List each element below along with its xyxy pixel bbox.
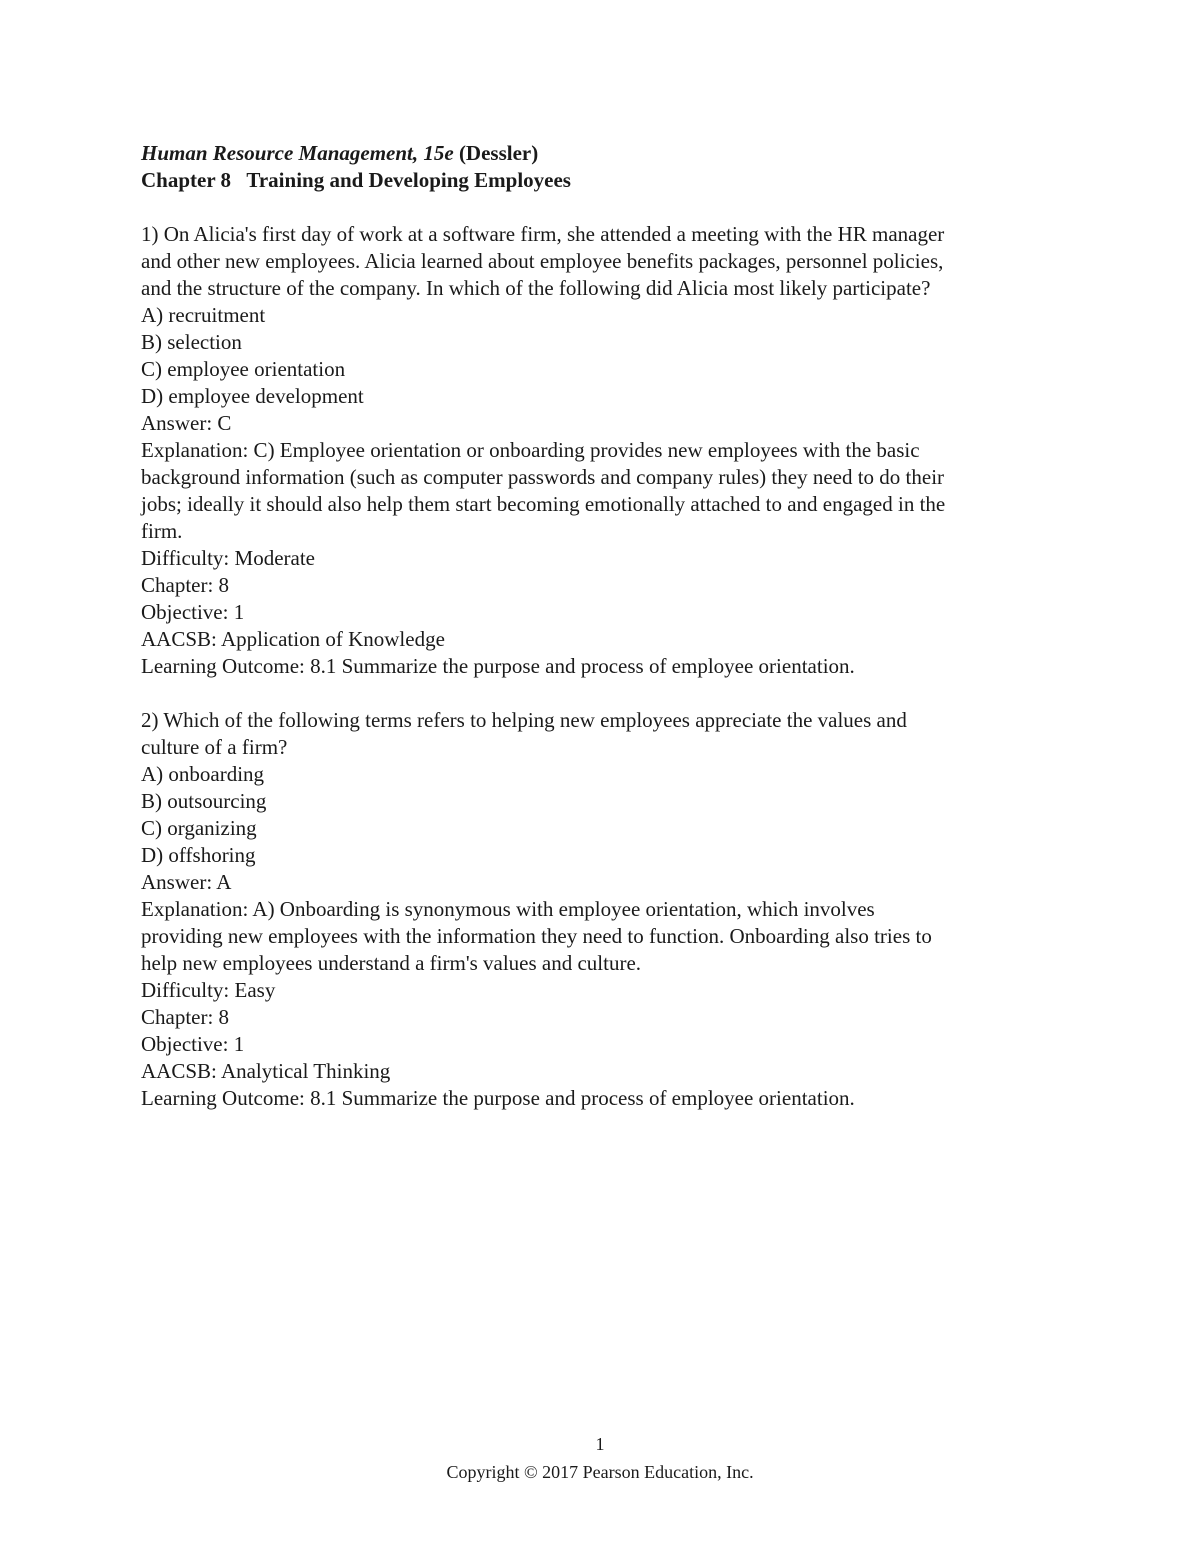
answer-option: B) selection: [141, 330, 242, 354]
chapter-ref: Chapter: 8: [141, 573, 230, 597]
book-title: Human Resource Management, 15e: [141, 141, 454, 165]
objective: Objective: 1: [141, 1032, 245, 1056]
answer-option: B) outsourcing: [141, 789, 267, 813]
aacsb: AACSB: Analytical Thinking: [141, 1059, 391, 1083]
difficulty: Difficulty: Moderate: [141, 546, 315, 570]
answer-option: C) organizing: [141, 816, 257, 840]
answer-option: C) employee orientation: [141, 357, 346, 381]
answer-key: Answer: A: [141, 870, 232, 894]
objective: Objective: 1: [141, 600, 245, 624]
page-number: 1: [595, 1434, 605, 1454]
explanation-line: help new employees understand a firm's values and culture.: [141, 951, 642, 975]
explanation-line: Explanation: A) Onboarding is synonymous with employee orientation, which involves: [141, 897, 875, 921]
chapter-title: Training and Developing Employees: [246, 168, 571, 192]
explanation-line: firm.: [141, 519, 183, 543]
aacsb: AACSB: Application of Knowledge: [141, 627, 445, 651]
explanation-line: providing new employees with the information they need to function. Onboarding also tries to: [141, 924, 932, 948]
book-author: (Dessler): [458, 141, 539, 165]
explanation-line: jobs; ideally it should also help them start becoming emotionally attached to and engaged in the: [141, 492, 946, 516]
answer-key: Answer: C: [141, 411, 232, 435]
answer-option: D) employee development: [141, 384, 364, 408]
copyright-notice: Copyright © 2017 Pearson Education, Inc.: [446, 1462, 754, 1482]
learning-outcome: Learning Outcome: 8.1 Summarize the purpose and process of employee orientation.: [141, 654, 855, 678]
question-stem-line: and other new employees. Alicia learned about employee benefits packages, personnel policies,: [141, 249, 944, 273]
question-stem-line: and the structure of the company. In which of the following did Alicia most likely participate?: [141, 276, 931, 300]
difficulty: Difficulty: Easy: [141, 978, 276, 1002]
chapter-title-line: [141, 167, 1081, 194]
question-stem-line: culture of a firm?: [141, 735, 288, 759]
explanation-line: Explanation: C) Employee orientation or onboarding provides new employees with the basic: [141, 438, 920, 462]
answer-option: D) offshoring: [141, 843, 256, 867]
question-1: [141, 221, 1081, 680]
question-2: [141, 707, 1081, 1112]
learning-outcome: Learning Outcome: 8.1 Summarize the purpose and process of employee orientation.: [141, 1086, 855, 1110]
answer-option: A) recruitment: [141, 303, 266, 327]
answer-option: A) onboarding: [141, 762, 265, 786]
document-page: [141, 140, 1081, 1112]
explanation-line: background information (such as computer passwords and company rules) they need to do their: [141, 465, 945, 489]
book-title-line: [141, 140, 1081, 167]
question-stem-line: 1) On Alicia's first day of work at a software firm, she attended a meeting with the HR manager: [141, 222, 945, 246]
chapter-ref: Chapter: 8: [141, 1005, 230, 1029]
question-stem-line: 2) Which of the following terms refers to helping new employees appreciate the values and: [141, 708, 907, 732]
chapter-label: Chapter 8: [141, 168, 232, 192]
